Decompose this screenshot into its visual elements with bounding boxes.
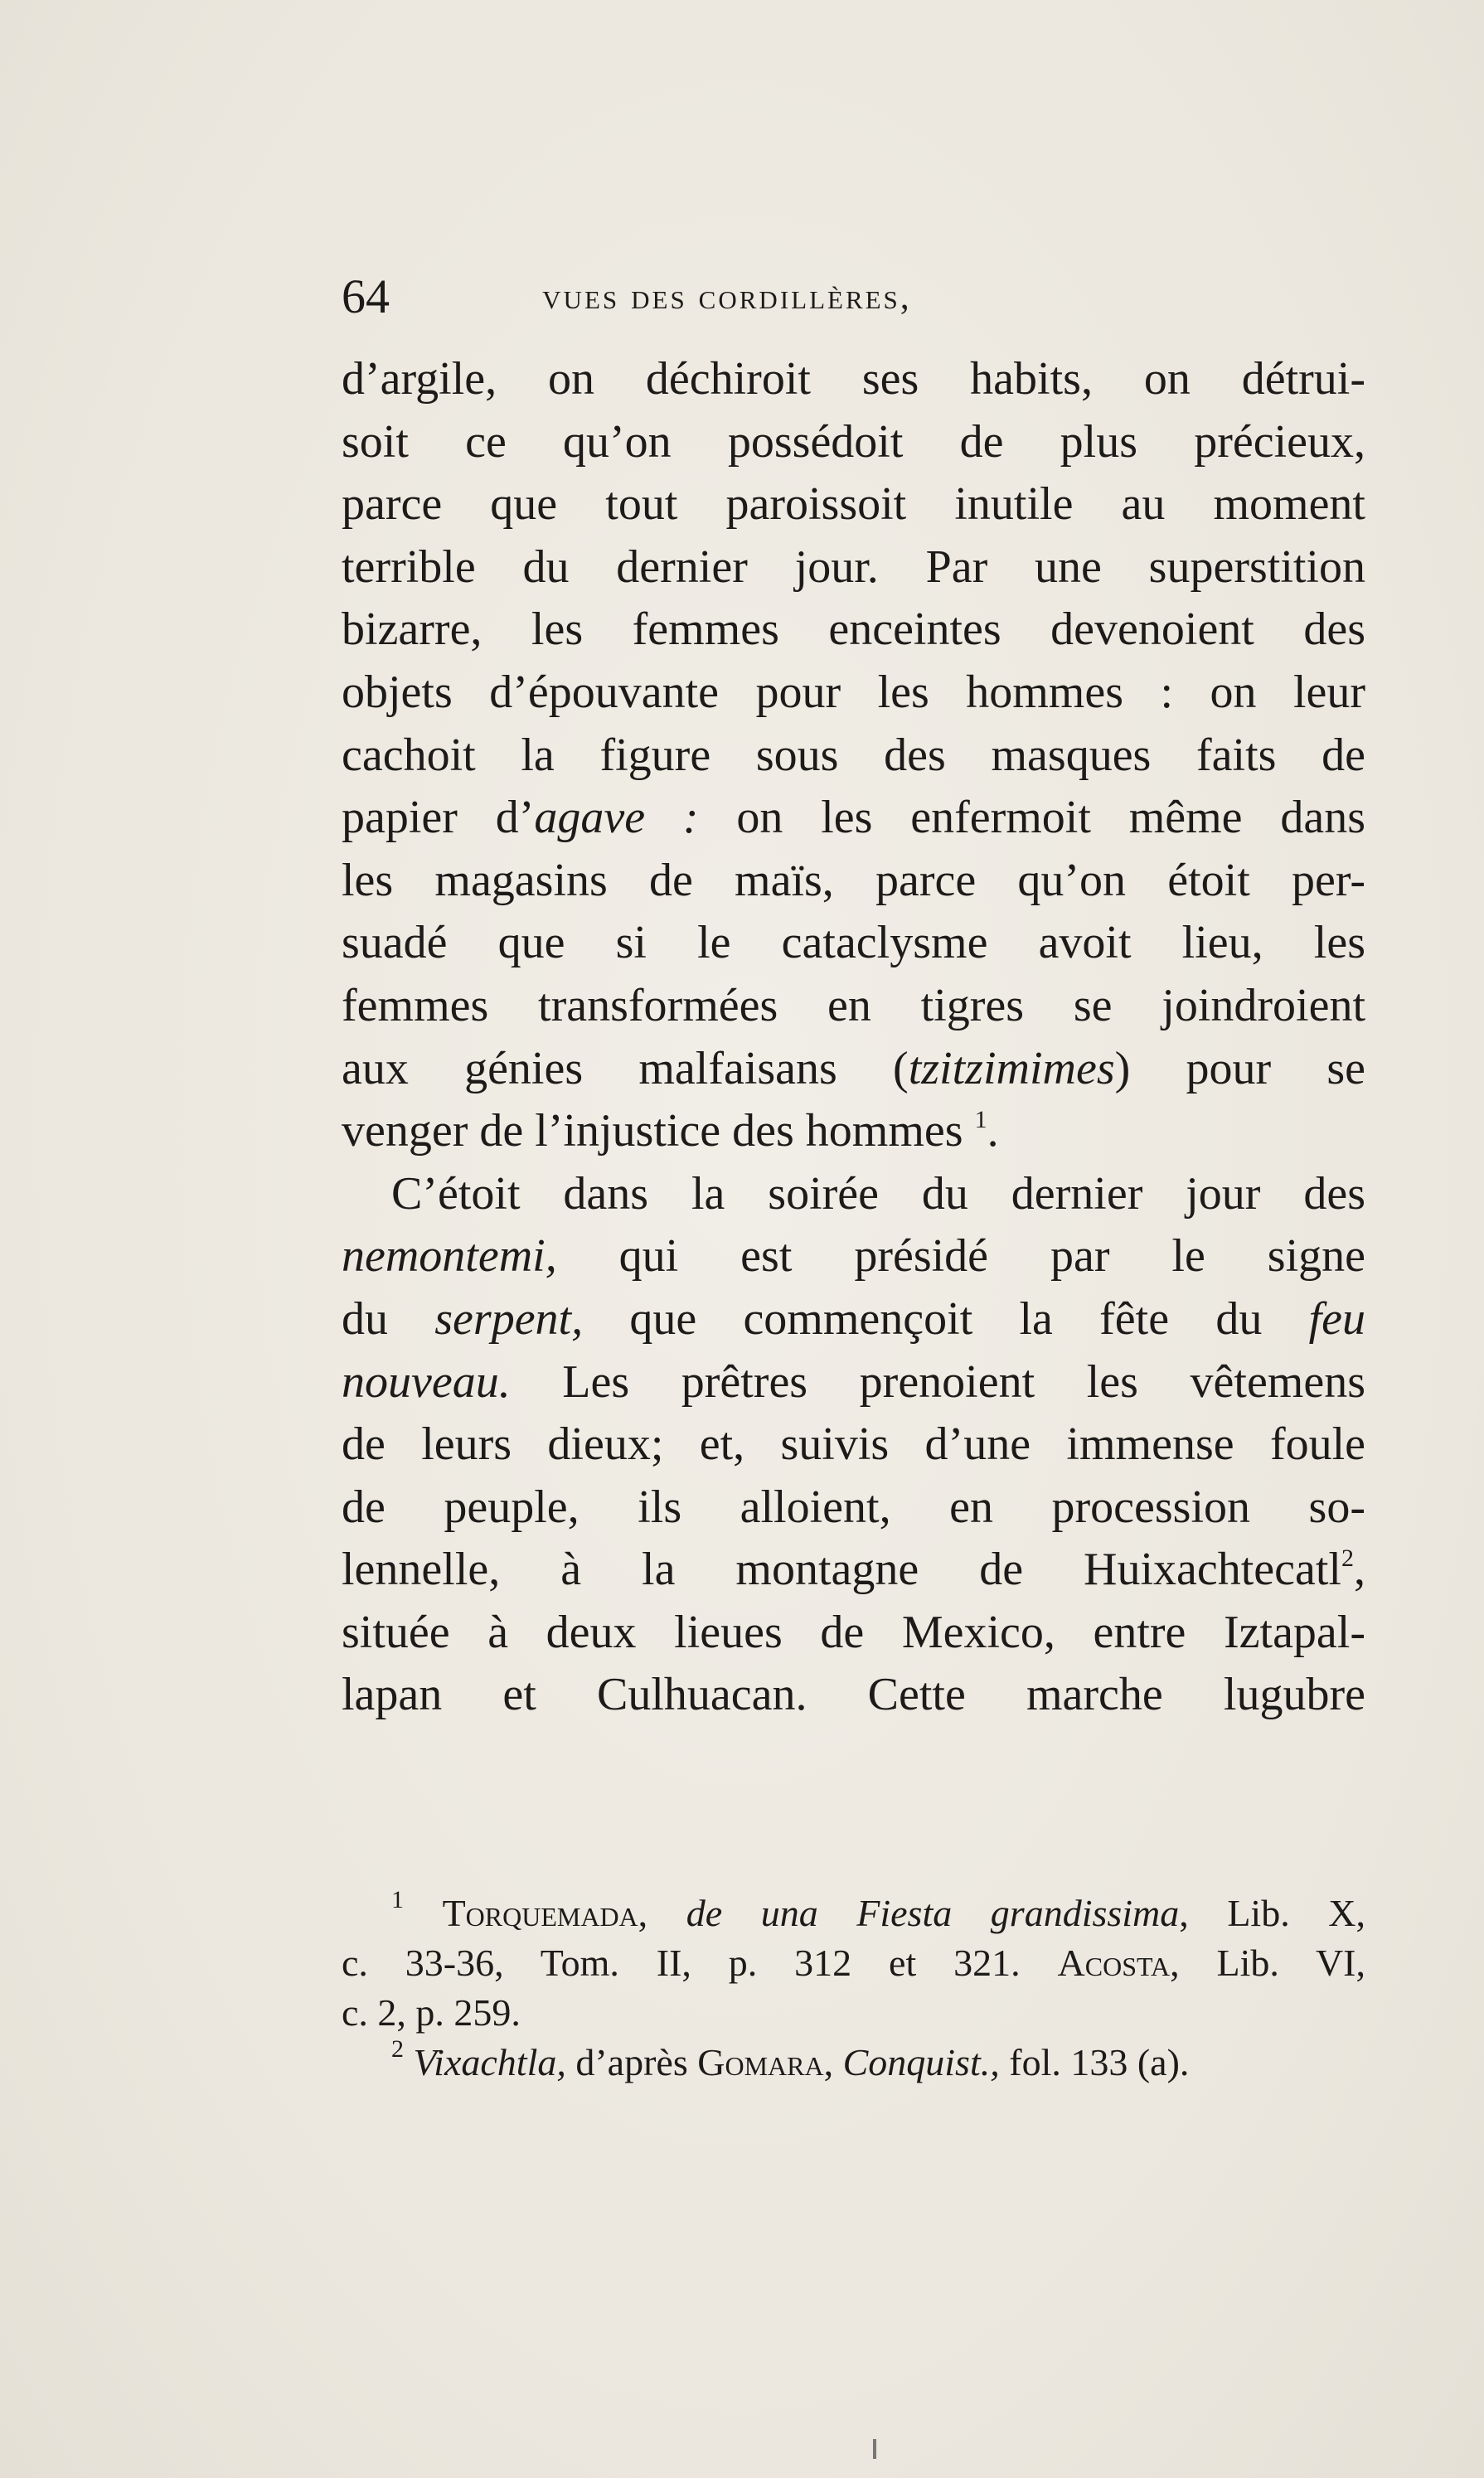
page-number: 64 bbox=[342, 269, 390, 323]
italic-term-serpent: serpent, bbox=[434, 1292, 584, 1345]
footnote-mark-2: 2 bbox=[391, 2035, 404, 2063]
body-text bbox=[342, 348, 1365, 1727]
text-segment: . bbox=[987, 1105, 999, 1157]
running-title: vues des cordillères, bbox=[542, 276, 912, 317]
text-segment: , bbox=[823, 2041, 843, 2083]
text-segment: c. 33-36, Tom. II, p. 312 et 321. bbox=[342, 1942, 1058, 1984]
text-line bbox=[342, 787, 1365, 850]
text-line: bizarre, les femmes enceintes devenoient des bbox=[342, 604, 1365, 656]
footnote-ref-1: 1 bbox=[974, 1106, 987, 1134]
text-segment: Les prêtres prenoient les vêtemens bbox=[510, 1355, 1365, 1408]
text-line: femmes transformées en tigres se joindroient bbox=[342, 979, 1365, 1031]
text-line: objets d’épouvante pour les hommes : on leur bbox=[342, 666, 1365, 718]
text-line: de peuple, ils alloient, en procession so- bbox=[342, 1481, 1365, 1533]
text-segment: venger de l’injustice des hommes bbox=[342, 1105, 975, 1157]
italic-term-nouveau: nouveau. bbox=[342, 1355, 511, 1408]
text-line bbox=[342, 1100, 1365, 1163]
text-line bbox=[342, 1225, 1365, 1288]
page-header bbox=[342, 264, 1113, 330]
page-mark bbox=[873, 2439, 876, 2459]
text-line: parce que tout paroissoit inutile au moment bbox=[342, 478, 1365, 531]
footnote-1 bbox=[342, 1886, 1365, 1938]
text-line: de leurs dieux; et, suivis d’une immense foule bbox=[342, 1418, 1365, 1471]
footnote-term: Vixachtla, bbox=[413, 2041, 566, 2083]
footnote-ref-2: 2 bbox=[1341, 1545, 1354, 1573]
text-line bbox=[342, 1038, 1365, 1101]
text-line: située à deux lieues de Mexico, entre Iztapal- bbox=[342, 1606, 1365, 1658]
footnote-2 bbox=[342, 2035, 1365, 2088]
text-segment: d’après bbox=[565, 2041, 698, 2083]
text-line bbox=[342, 1351, 1365, 1414]
text-line bbox=[342, 1288, 1365, 1351]
text-line: les magasins de maïs, parce qu’on étoit per- bbox=[342, 854, 1365, 906]
text-segment: , Lib. VI, bbox=[1170, 1942, 1365, 1984]
text-segment: fol. 133 (a). bbox=[999, 2041, 1190, 2083]
text-segment: , Lib. X, bbox=[1179, 1892, 1365, 1934]
footnote-title: Conquist., bbox=[842, 2041, 1000, 2083]
footnotes bbox=[342, 1886, 1365, 2088]
footnote-author: Torquemada bbox=[442, 1892, 638, 1934]
text-line: terrible du dernier jour. Par une superstition bbox=[342, 541, 1365, 593]
text-segment: lennelle, à la montagne de Huixachtecatl bbox=[342, 1544, 1341, 1596]
text-segment: du bbox=[342, 1292, 435, 1345]
text-line: soit ce qu’on possédoit de plus précieux, bbox=[342, 415, 1365, 468]
footnote-1-line-3: c. 2, p. 259. bbox=[342, 1991, 521, 2034]
text-segment: aux génies malfaisans ( bbox=[342, 1042, 909, 1094]
italic-term-agave: agave : bbox=[534, 792, 699, 844]
text-segment: papier d’ bbox=[342, 792, 535, 844]
text-line: lapan et Culhuacan. Cette marche lugubre bbox=[342, 1669, 1365, 1721]
text-line: d’argile, on déchiroit ses habits, on détrui- bbox=[342, 353, 1365, 405]
text-segment: qui est présidé par le signe bbox=[556, 1230, 1365, 1283]
text-segment: , bbox=[1354, 1544, 1365, 1596]
italic-term-feu: feu bbox=[1308, 1292, 1365, 1345]
footnote-author: Gomara bbox=[697, 2041, 824, 2083]
italic-term-tzitzimimes: tzitzimimes bbox=[908, 1042, 1115, 1094]
text-segment: on les enfermoit même dans bbox=[698, 792, 1365, 844]
footnote-mark-1: 1 bbox=[391, 1886, 404, 1913]
text-segment: ) pour se bbox=[1114, 1042, 1366, 1094]
text-segment: que commençoit la fête du bbox=[583, 1292, 1309, 1345]
text-segment: , bbox=[638, 1892, 686, 1934]
footnote-1-line-2 bbox=[342, 1938, 1365, 1988]
text-line: suadé que si le cataclysme avoit lieu, les bbox=[342, 917, 1365, 969]
text-line bbox=[342, 1539, 1365, 1602]
italic-term-nemontemi: nemontemi, bbox=[342, 1230, 557, 1283]
footnote-author: Acosta bbox=[1057, 1942, 1171, 1984]
text-line: C’étoit dans la soirée du dernier jour des bbox=[391, 1167, 1365, 1220]
text-line: cachoit la figure sous des masques faits de bbox=[342, 729, 1365, 781]
footnote-title: de una Fiesta grandissima bbox=[686, 1892, 1180, 1934]
